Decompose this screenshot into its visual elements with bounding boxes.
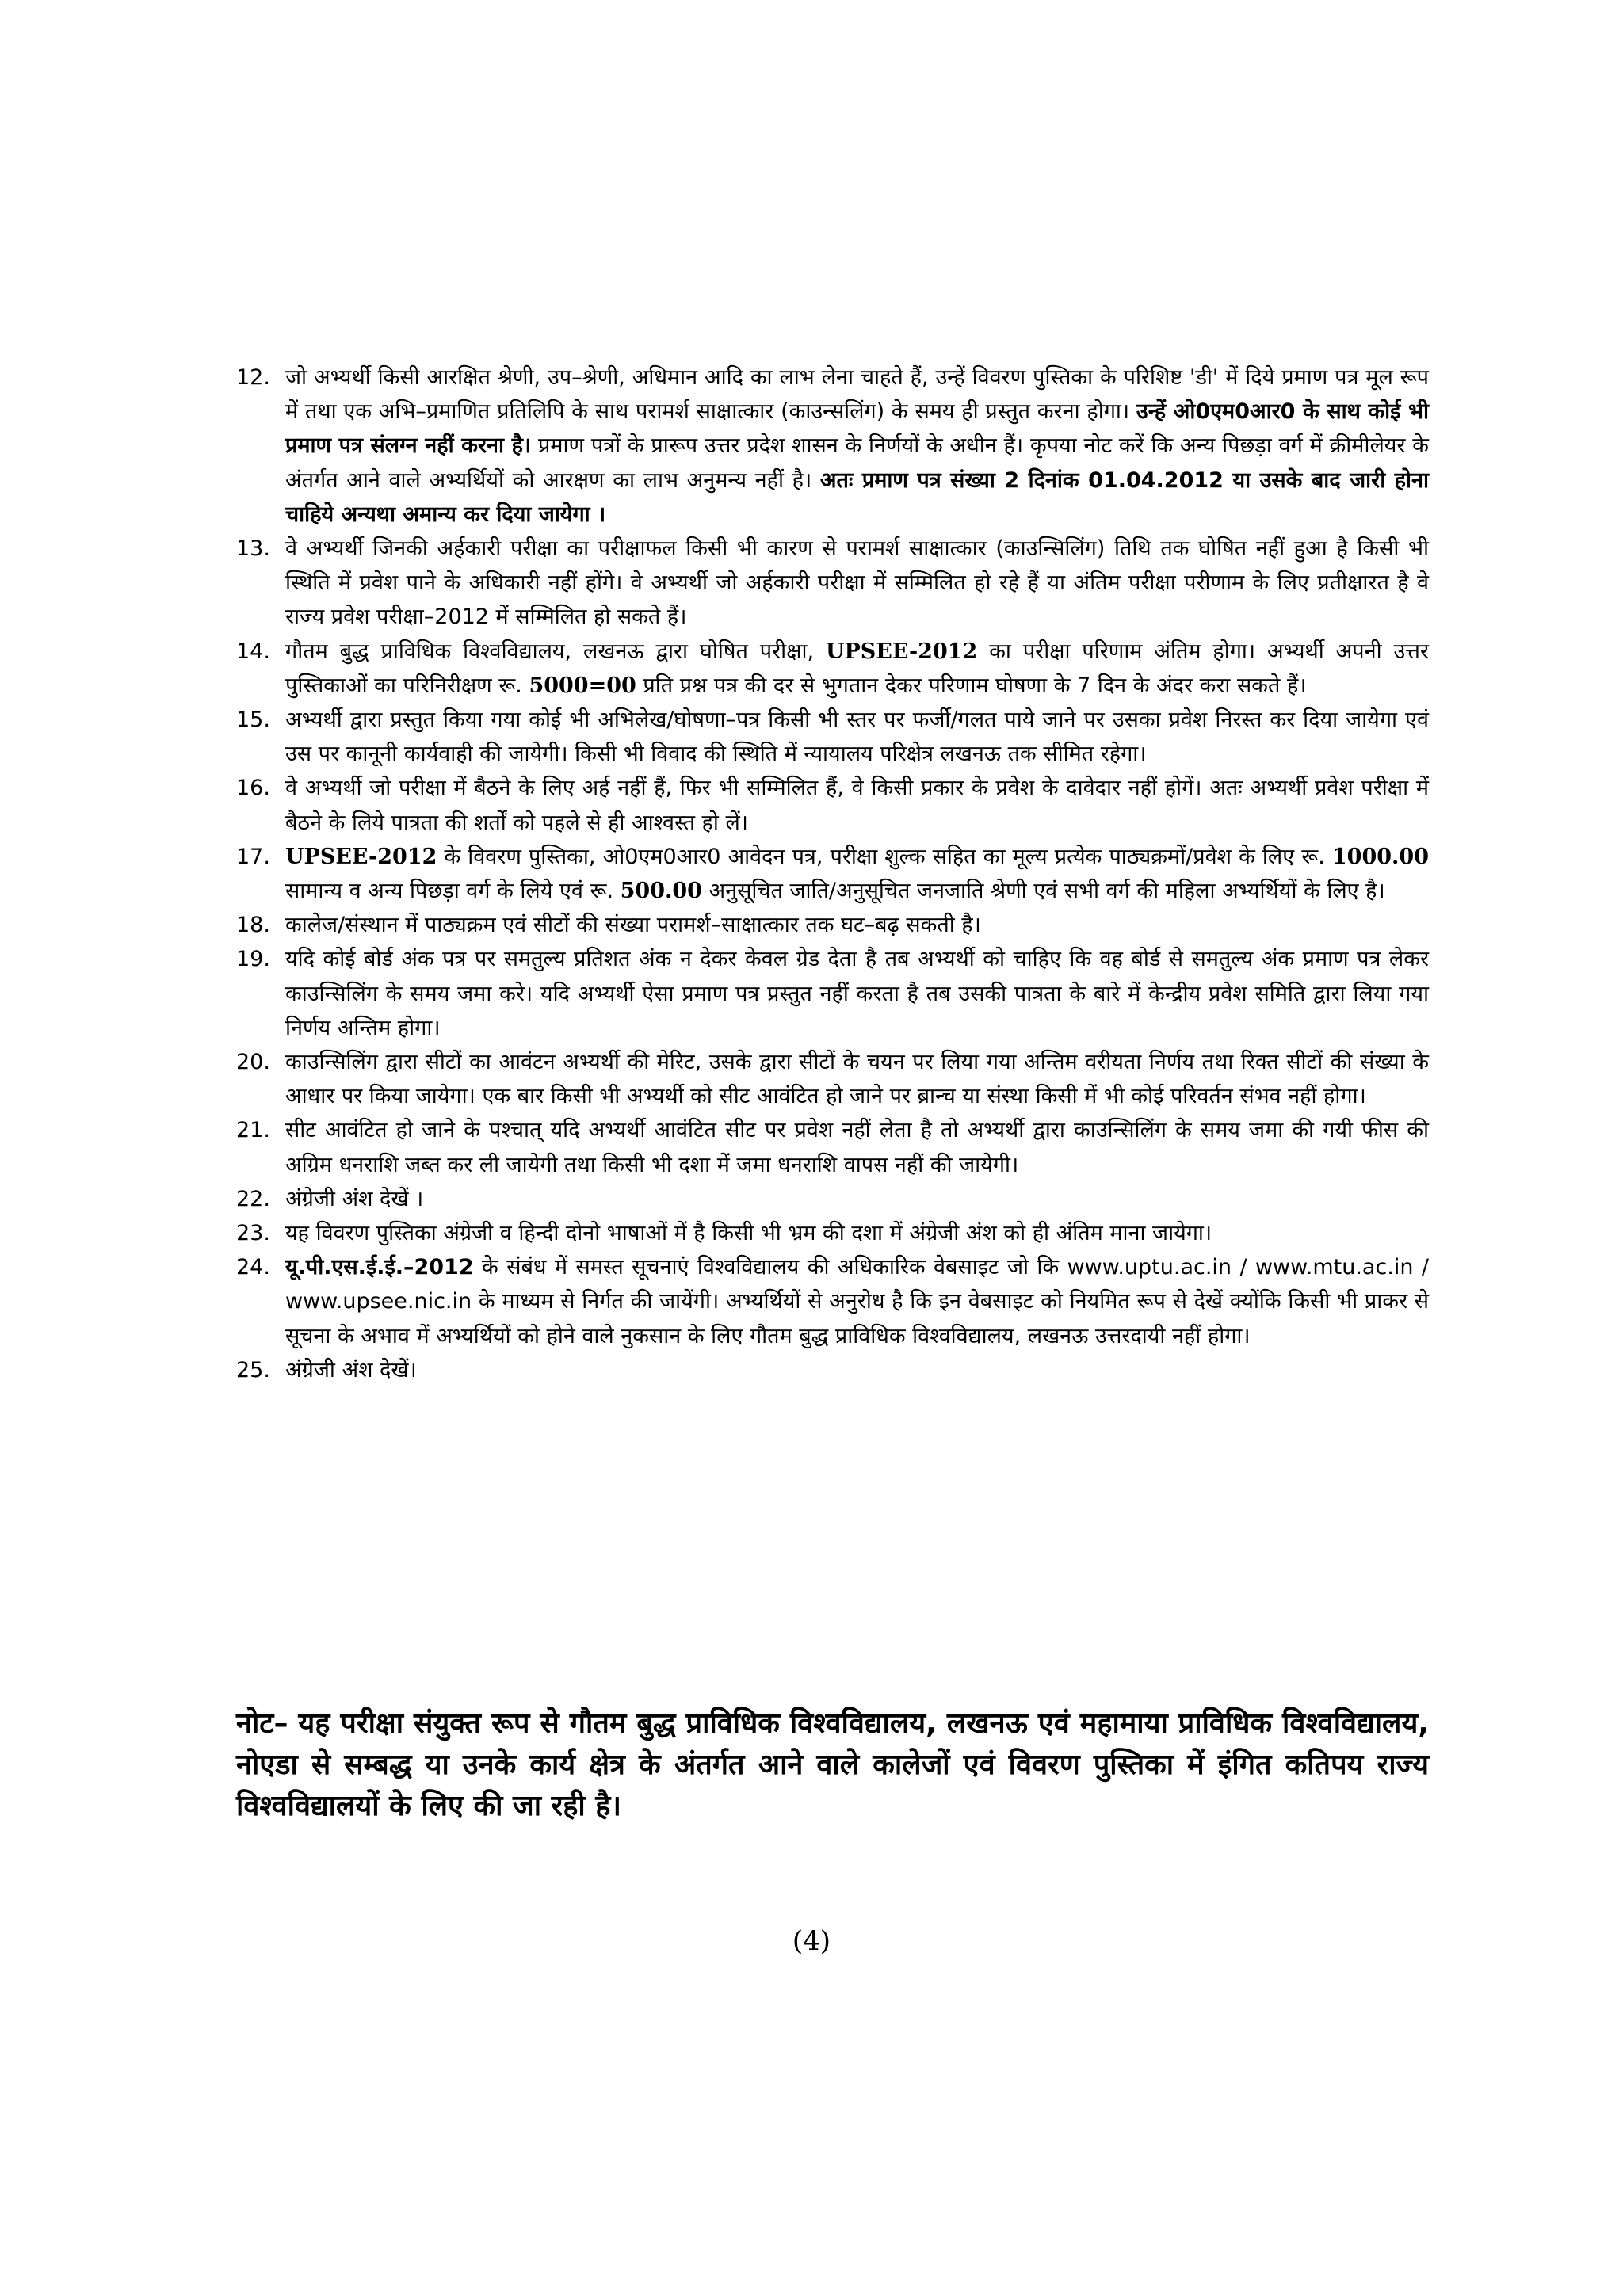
item-number: 19. <box>236 947 270 972</box>
item-text: वे अभ्यर्थी जिनकी अर्हकारी परीक्षा का परीक्षाफल किसी भी कारण से परामर्श साक्षात्कार (काउन्सिलिंग) तिथि तक घोषित नहीं हुआ है किसी भी स्थिति में प्रवेश पाने के अधिकारी नहीं होंगे। वे अभ्यर्थी जो अर्हकारी परीक्षा में सम्मिलित हो रहे हैं या अंतिम परीक्षा परीणाम के लिए प्रतीक्षारत है वे राज्य प्रवेश परीक्षा–2012 में सम्मिलित हो सकते हैं। <box>285 536 1429 630</box>
list-item-21 <box>236 1113 1429 1181</box>
item-text: कालेज/संस्थान में पाठ्यक्रम एवं सीटों की संख्या परामर्श–साक्षात्कार तक घट–बढ़ सकती है। <box>285 913 981 938</box>
list-item-25 <box>236 1353 1429 1387</box>
item-number: 17. <box>236 844 270 869</box>
item-text: अभ्यर्थी द्वारा प्रस्तुत किया गया कोई भी अभिलेख/घोषणा–पत्र किसी भी स्तर पर फर्जी/गलत पाये जाने पर उसका प्रवेश निरस्त कर दिया जायेगा एवं उस पर कानूनी कार्यवाही की जायेगी। किसी भी विवाद की स्थिति में न्यायालय परिक्षेत्र लखनऊ तक सीमित रहेगा। <box>285 707 1429 767</box>
item-number: 20. <box>236 1050 270 1075</box>
list-item-24 <box>236 1250 1429 1353</box>
item-text: यह विवरण पुस्तिका अंग्रेजी व हिन्दी दोनो भाषाओं में है किसी भी भ्रम की दशा में अंग्रेजी अंश को ही अंतिम माना जायेगा। <box>285 1221 1212 1246</box>
list-item-19 <box>236 942 1429 1045</box>
item-number: 12. <box>236 365 270 390</box>
item-number: 24. <box>236 1255 270 1280</box>
item-text: गौतम बुद्ध प्राविधिक विश्वविद्यालय, लखनऊ द्वारा घोषित परीक्षा, UPSEE-2012 का परीक्षा परिणाम अंतिम होगा। अभ्यर्थी अपनी उत्तर पुस्तिकाओं का परिनिरीक्षण रू. 5000=00 प्रति प्रश्न पत्र की दर से भुगतान देकर परिणाम घोषणा के 7 दिन के अंदर करा सकते हैं। <box>285 639 1430 698</box>
instructions-list <box>236 360 1429 1387</box>
list-item-16 <box>236 771 1429 839</box>
item-text: यू.पी.एस.ई.ई.–2012 के संबंध में समस्त सूचनाएं विश्वविद्यालय की अधिकारिक वेबसाइट जो कि www.uptu.ac.in / www.mtu.ac.in / www.upsee.nic.in के माध्यम से निर्गत की जायेंगी। अभ्यर्थियों से अनुरोध है कि इन वेबसाइट को नियमित रूप से देखें क्योंकि किसी भी प्राकर से सूचना के अभाव में अभ्यर्थियों को होने वाले नुकसान के लिए गौतम बुद्ध प्राविधिक विश्वविद्यालय, लखनऊ उत्तरदायी नहीं होगा। <box>285 1255 1429 1348</box>
item-number: 25. <box>236 1357 270 1383</box>
item-text: अंग्रेजी अंश देखें । <box>285 1186 424 1211</box>
list-item-23 <box>236 1216 1429 1250</box>
footer-note: नोट– यह परीक्षा संयुक्त रूप से गौतम बुद्ध प्राविधिक विश्वविद्यालय, लखनऊ एवं महामाया प्राविधिक विश्वविद्यालय, नोएडा से सम्बद्ध या उनके कार्य क्षेत्र के अंतर्गत आने वाले कालेजों एवं विवरण पुस्तिका में इंगित कतिपय राज्य विश्वविद्यालयों के लिए की जा रही है। <box>236 1707 1429 1822</box>
item-text: काउन्सिलिंग द्वारा सीटों का आवंटन अभ्यर्थी की मेरिट, उसके द्वारा सीटों के चयन पर लिया गया अन्तिम वरीयता निर्णय तथा रिक्त सीटों की संख्या के आधार पर किया जायेगा। एक बार किसी भी अभ्यर्थी को सीट आवंटित हो जाने पर ब्रान्च या संस्था किसी में भी कोई परिवर्तन संभव नहीं होगा। <box>285 1050 1429 1109</box>
item-number: 22. <box>236 1186 270 1211</box>
item-text: यदि कोई बोर्ड अंक पत्र पर समतुल्य प्रतिशत अंक न देकर केवल ग्रेड देता है तब अभ्यर्थी को चाहिए कि वह बोर्ड से समतुल्य अंक प्रमाण पत्र लेकर काउन्सिलिंग के समय जमा करे। यदि अभ्यर्थी ऐसा प्रमाण पत्र प्रस्तुत नहीं करता है तब उसकी पात्रता के बारे में केन्द्रीय प्रवेश समिति द्वारा लिया गया निर्णय अन्तिम होगा। <box>285 947 1429 1040</box>
item-number: 18. <box>236 913 270 938</box>
item-number: 15. <box>236 707 270 733</box>
list-item-14 <box>236 635 1429 703</box>
item-text: अंग्रेजी अंश देखें। <box>285 1357 417 1383</box>
item-number: 23. <box>236 1221 270 1246</box>
list-item-15 <box>236 703 1429 771</box>
item-text: UPSEE-2012 के विवरण पुस्तिका, ओ0एम0आर0 आवेदन पत्र, परीक्षा शुल्क सहित का मूल्य प्रत्येक पाठ्यक्रमों/प्रवेश के लिए रू. 1000.00 सामान्य व अन्य पिछड़ा वर्ग के लिये एवं रू. 500.00 अनुसूचित जाति/अनुसूचित जनजाति श्रेणी एवं सभी वर्ग की महिला अभ्यर्थियों के लिए है। <box>285 844 1429 904</box>
item-text: वे अभ्यर्थी जो परीक्षा में बैठने के लिए अर्ह नहीं हैं, फिर भी सम्मिलित हैं, वे किसी प्रकार के प्रवेश के दावेदार नहीं होगें। अतः अभ्यर्थी प्रवेश परीक्षा में बैठने के लिये पात्रता की शर्तों को पहले से ही आश्वस्त हो लें। <box>285 776 1429 835</box>
item-text: सीट आवंटित हो जाने के पश्चात् यदि अभ्यर्थी आवंटित सीट पर प्रवेश नहीं लेता है तो अभ्यर्थी द्वारा काउन्सिलिंग के समय जमा की गयी फीस की अग्रिम धनराशि जब्त कर ली जायेगी तथा किसी भी दशा में जमा धनराशि वापस नहीं की जायेगी। <box>285 1118 1429 1177</box>
list-item-12 <box>236 360 1429 532</box>
page-number: (4) <box>792 1925 831 1957</box>
list-item-20 <box>236 1045 1429 1113</box>
item-text: जो अभ्यर्थी किसी आरक्षित श्रेणी, उप–श्रेणी, अधिमान आदि का लाभ लेना चाहते हैं, उन्हें विवरण पुस्तिका के परिशिष्ट 'डी' में दिये प्रमाण पत्र मूल रूप में तथा एक अभि–प्रमाणित प्रतिलिपि के साथ परामर्श साक्षात्कार (काउन्सलिंग) के समय ही प्रस्तुत करना होगा। उन्हें ओ0एम0आर0 के साथ कोई भी प्रमाण पत्र संलग्न नहीं करना है। प्रमाण पत्रों के प्रारूप उत्तर प्रदेश शासन के निर्णयों के अधीन हैं। कृपया नोट करें कि अन्य पिछड़ा वर्ग में क्रीमीलेयर के अंतर्गत आने वाले अभ्यर्थियों को आरक्षण का लाभ अनुमन्य नहीं है। अतः प्रमाण पत्र संख्या 2 दिनांक 01.04.2012 या उसके बाद जारी होना चाहिये अन्यथा अमान्य कर दिया जायेगा । <box>285 365 1429 527</box>
item-number: 13. <box>236 536 270 562</box>
list-item-17 <box>236 840 1429 908</box>
list-item-22 <box>236 1182 1429 1216</box>
list-item-18 <box>236 908 1429 942</box>
item-number: 16. <box>236 776 270 801</box>
item-number: 21. <box>236 1118 270 1143</box>
list-item-13 <box>236 532 1429 635</box>
item-number: 14. <box>236 639 270 664</box>
